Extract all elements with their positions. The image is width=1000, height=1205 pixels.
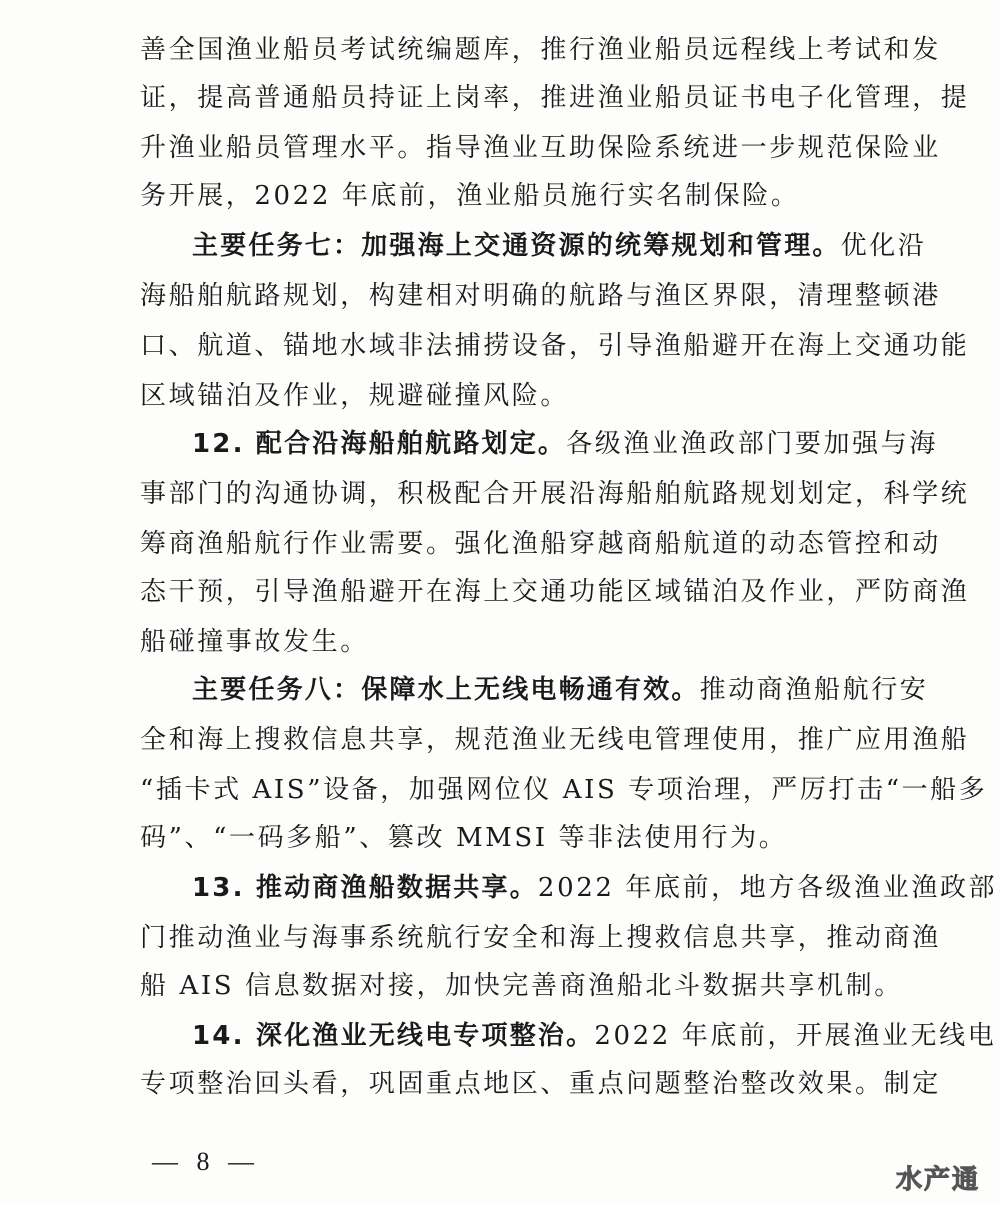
text-line	[140, 474, 970, 514]
text-line	[192, 1016, 997, 1056]
watermark-logo: 水产通	[896, 1165, 981, 1195]
text-line	[140, 326, 970, 366]
body-text: 2022 年底前，地方各级渔业渔政部	[537, 873, 998, 903]
body-text: 优化沿	[840, 231, 927, 261]
text-line	[192, 424, 938, 464]
text-line	[140, 176, 880, 216]
text-line	[140, 818, 880, 858]
text-line	[140, 918, 941, 958]
body-text: 各级渔业渔政部门要加强与海	[566, 429, 938, 459]
section-heading: 12. 配合沿海船舶航路划定。	[192, 429, 567, 459]
body-text: 码”、“一码多船”、篡改 MMSI 等非法使用行为。	[140, 823, 788, 853]
section-heading: 13. 推动商渔船数据共享。	[192, 873, 538, 903]
page-number: — 8 —	[152, 1147, 260, 1176]
section-heading: 主要任务八：保障水上无线电畅通有效。	[192, 675, 700, 705]
body-text: 推动商渔船航行安	[699, 675, 929, 705]
body-text: 专项整治回头看，巩固重点地区、重点问题整治整改效果。制定	[140, 1069, 941, 1099]
body-text: 证，提高普通船员持证上岗率，推进渔业船员证书电子化管理，提	[140, 83, 970, 113]
text-line	[192, 226, 927, 266]
text-line	[140, 966, 903, 1006]
text-line	[140, 376, 880, 416]
text-line	[140, 78, 970, 118]
text-line	[140, 30, 941, 70]
text-line	[140, 276, 941, 316]
text-line	[192, 868, 998, 908]
body-text: “插卡式 AIS”设备，加强网位仪 AIS 专项治理，严厉打击“一船多	[140, 775, 988, 805]
section-heading: 主要任务七：加强海上交通资源的统筹规划和管理。	[192, 231, 841, 261]
body-text: 船 AIS 信息数据对接，加快完善商渔船北斗数据共享机制。	[140, 971, 903, 1001]
body-text: 善全国渔业船员考试统编题库，推行渔业船员远程线上考试和发	[140, 35, 941, 65]
text-line	[140, 770, 988, 810]
text-line	[140, 622, 880, 662]
text-line	[140, 1064, 941, 1104]
text-line	[140, 572, 970, 612]
body-text: 海船舶航路规划，构建相对明确的航路与渔区界限，清理整顿港	[140, 281, 941, 311]
body-text: 口、航道、锚地水域非法捕捞设备，引导渔船避开在海上交通功能	[140, 331, 970, 361]
text-line	[140, 524, 941, 564]
body-text: 态干预，引导渔船避开在海上交通功能区域锚泊及作业，严防商渔	[140, 577, 970, 607]
body-text: 全和海上搜救信息共享，规范渔业无线电管理使用，推广应用渔船	[140, 725, 970, 755]
body-text: 升渔业船员管理水平。指导渔业互助保险系统进一步规范保险业	[140, 133, 941, 163]
body-text: 筹商渔船航行作业需要。强化渔船穿越商船航道的动态管控和动	[140, 529, 941, 559]
body-text: 门推动渔业与海事系统航行安全和海上搜救信息共享，推动商渔	[140, 923, 941, 953]
body-text: 2022 年底前，开展渔业无线电	[594, 1021, 997, 1051]
text-line	[140, 720, 970, 760]
text-line	[192, 670, 929, 710]
body-text: 事部门的沟通协调，积极配合开展沿海船舶航路规划划定，科学统	[140, 479, 970, 509]
body-text: 船碰撞事故发生。	[140, 627, 369, 657]
section-heading: 14. 深化渔业无线电专项整治。	[192, 1021, 595, 1051]
body-text: 区域锚泊及作业，规避碰撞风险。	[140, 381, 570, 411]
text-line	[140, 128, 941, 168]
body-text: 务开展，2022 年底前，渔业船员施行实名制保险。	[140, 181, 800, 211]
